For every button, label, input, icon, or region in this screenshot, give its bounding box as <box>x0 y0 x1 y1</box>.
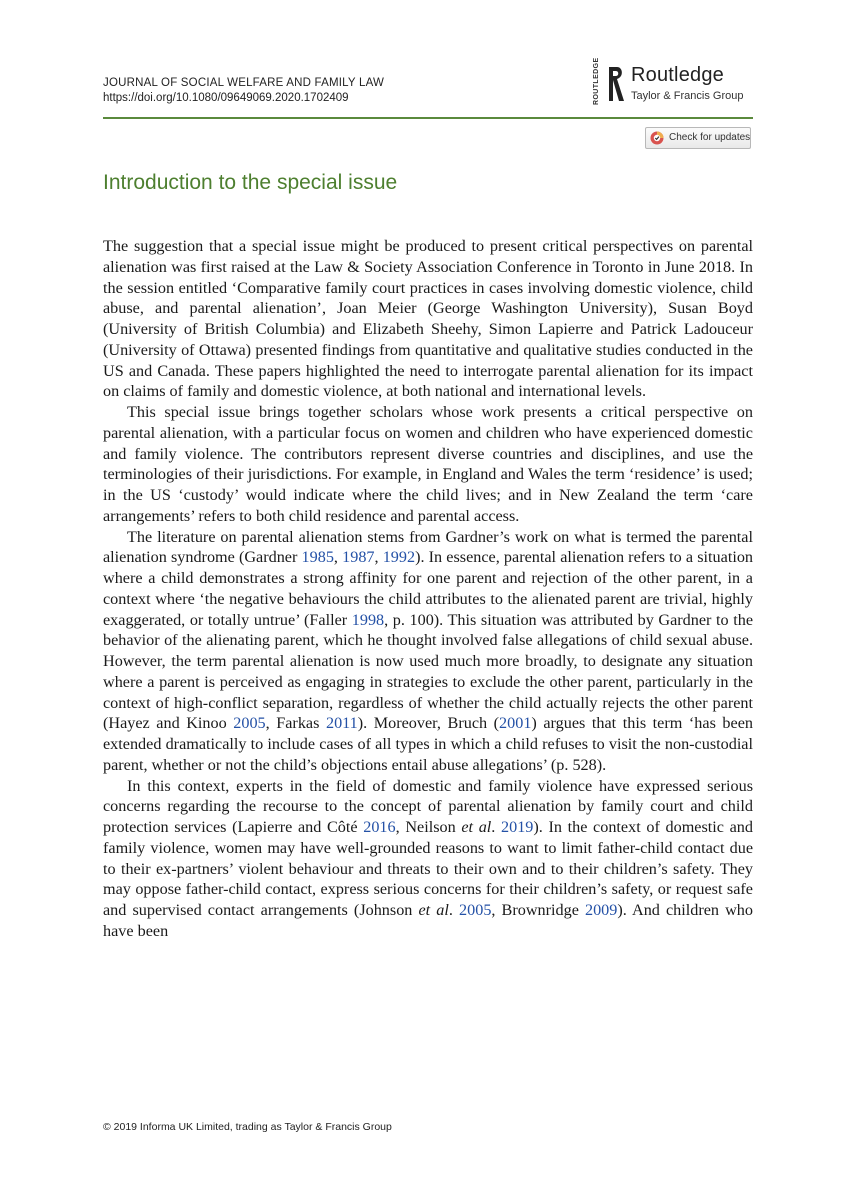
citation-link[interactable]: 2005 <box>459 901 492 919</box>
paragraph-text: , Brownridge <box>491 901 585 919</box>
paragraph-text: ). In essence, parental alienation refers to a situation where a child demonstrates a strong affinity for one parent and rejection of the other parent, in a context where ‘the negative behaviours the child attributes to the alienated parent are trivial, highly exaggerated, or totally untrue’ (Faller <box>103 548 754 629</box>
brand-vertical-text: ROUTLEDGE <box>593 57 600 105</box>
paragraph-text: ). And children who have been <box>103 901 753 940</box>
citation-link[interactable]: 2019 <box>501 818 534 836</box>
paragraph-text: , <box>374 548 383 567</box>
body-paragraph <box>103 776 753 942</box>
page-header <box>103 57 753 106</box>
doi-link[interactable]: https://doi.org/10.1080/09649069.2020.1702409 <box>103 92 349 104</box>
publisher-name: Routledge <box>631 64 724 86</box>
paragraph-text: The literature on parental alienation stems from Gardner’s work on what is termed the parental alienation syndrome (Gardner <box>103 527 753 567</box>
paragraph-text: , p. 100). This situation was attributed by Gardner to the behavior of the alienating parent, which he thought involved false allegations of child sexual abuse. However, the term parental alienation is now used much more broadly, to designate any situation where a parent is perceived as engaging in strategies to exclude the other parent, particularly in the context of high-conflict separation, regardless of whether the child actually rejects the other parent (Hayez and Kinoo <box>103 610 753 733</box>
journal-name: JOURNAL OF SOCIAL WELFARE AND FAMILY LAW <box>103 77 385 89</box>
publisher-brand <box>593 57 753 109</box>
body-paragraph <box>103 402 753 527</box>
paragraph-text: , Neilson <box>395 818 462 836</box>
paragraph-text: The suggestion that a special issue might be produced to present critical perspectives on parental alienation was first raised at the Law & Society Association Conference in Toronto in June 2018. In the session entitled ‘Comparative family court practices in cases involving domestic violence, child abuse, and parental alienation’, Joan Meier (George Washington University), Susan Boyd (University of British Columbia) and Elizabeth Sheehy, Simon Lapierre and Patrick Ladouceur (University of Ottawa) presented findings from quantitative and qualitative studies conducted in the US and Canada. These papers highlighted the need to interrogate parental alienation for its impact on claims of family and domestic violence, at both national and international levels. <box>103 237 753 401</box>
article-title: Introduction to the special issue <box>103 171 398 194</box>
citation-link[interactable]: 1998 <box>351 610 385 629</box>
check-for-updates-label: Check for updates <box>669 132 751 143</box>
citation-link[interactable]: 2016 <box>363 818 396 836</box>
paragraph-text: ). In the context of domestic and family violence, women may have well-grounded reasons to want to limit father-child contact due to their ex-partners’ violent behaviour and threats to their own and to their children’s safety. They may oppose father-child contact, express serious concerns for their children’s safety, or request safe and supervised contact arrangements (Johnson <box>103 818 753 919</box>
routledge-logo-icon <box>606 65 626 103</box>
paragraph-text: , <box>333 548 343 567</box>
paragraph-text: . <box>448 901 460 919</box>
header-rule <box>103 117 753 119</box>
citation-link[interactable]: 2011 <box>325 714 358 733</box>
body-paragraph <box>103 527 753 776</box>
paragraph-text: , Farkas <box>265 714 326 733</box>
body-paragraph <box>103 236 753 402</box>
citation-link[interactable]: 1985 <box>301 548 334 567</box>
citation-link[interactable]: 2001 <box>499 714 532 733</box>
citation-link[interactable]: 2009 <box>584 901 618 919</box>
paragraph-text: ) argues that this term ‘has been extended dramatically to include cases of all types in which a child refuses to visit the non-custodial parent, whether or not the child’s objections entail abuse allegations’ (p. 528). <box>103 714 753 774</box>
italic-text: et al <box>461 818 492 836</box>
paragraph-text: ). Moreover, Bruch ( <box>357 714 500 733</box>
paragraph-text: . <box>491 818 501 836</box>
paragraph-text: This special issue brings together scholars whose work presents a critical perspective on parental alienation, with a particular focus on women and children who have experienced domestic and family violence. The contributors represent diverse countries and disciplines, and use the terminologies of their jurisdictions. For example, in England and Wales the term ‘residence’ is used; in the US ‘custody’ would indicate where the child lives; and in New Zealand the term ‘care arrangements’ refers to both child residence and parental access. <box>103 403 753 525</box>
citation-link[interactable]: 1987 <box>342 548 375 567</box>
crossmark-icon <box>650 131 664 145</box>
check-for-updates-button[interactable] <box>645 127 751 149</box>
citation-link[interactable]: 1992 <box>382 548 416 567</box>
italic-text: et al <box>418 901 449 919</box>
copyright-footer: © 2019 Informa UK Limited, trading as Taylor & Francis Group <box>103 1121 392 1133</box>
citation-link[interactable]: 2005 <box>233 714 266 733</box>
paragraph-text: In this context, experts in the field of domestic and family violence have expressed serious concerns regarding the recourse to the concept of parental alienation by family court and child protection services (Lapierre and Côté <box>103 776 753 836</box>
article-body <box>103 236 753 942</box>
publisher-group: Taylor & Francis Group <box>631 90 744 102</box>
